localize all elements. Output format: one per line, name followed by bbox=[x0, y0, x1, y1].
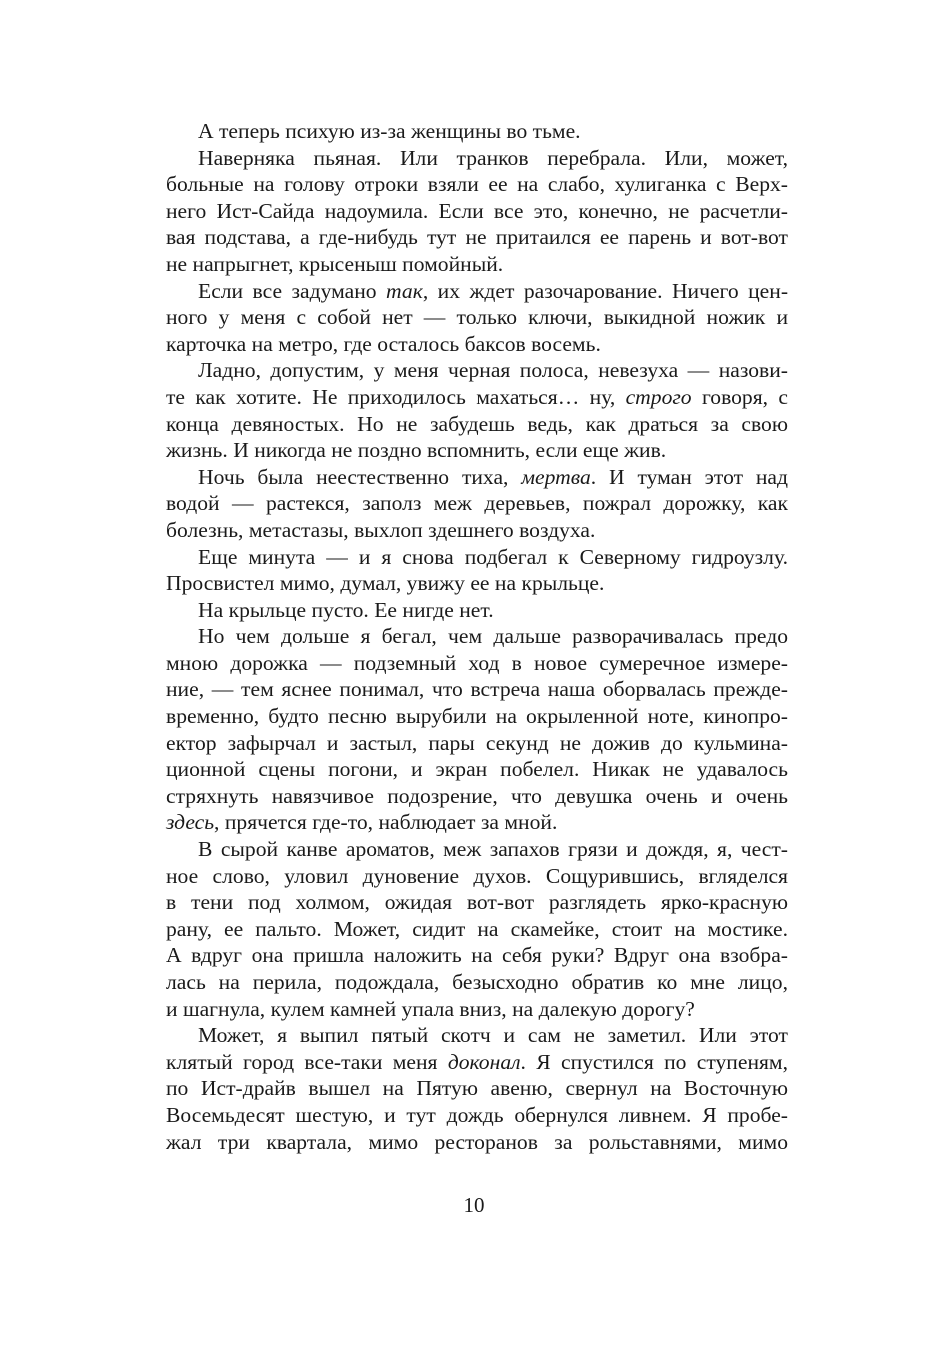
text-line bbox=[166, 145, 788, 172]
text-line bbox=[166, 278, 788, 305]
text-run: Если все задумано bbox=[198, 278, 387, 303]
text-run: Но чем дольше я бегал, чем дальше разворачивалась предо bbox=[198, 624, 788, 649]
text-line bbox=[166, 464, 788, 491]
text-line bbox=[166, 517, 788, 544]
text-run: ектор зафырчал и застыл, пары секунд не дожив до кульмина- bbox=[166, 730, 788, 755]
text-run: клятый город все-таки меня bbox=[166, 1049, 448, 1074]
paragraph bbox=[166, 1022, 788, 1155]
text-run: В сырой канве ароматов, меж запахов грязи и дождя, я, чест- bbox=[198, 837, 788, 862]
paragraph bbox=[166, 544, 788, 597]
text-run: лась на перила, подождала, безысходно обратив ко мне лицо, bbox=[166, 970, 788, 994]
text-line bbox=[166, 836, 788, 863]
text-run: ное слово, уловил дуновение духов. Сощурившись, вгляделся bbox=[166, 863, 788, 888]
text-run: временно, будто песню вырубили на окрыленной ноте, кинопро- bbox=[166, 704, 788, 729]
text-run: жизнь. И никогда не поздно вспомнить, если еще жив. bbox=[166, 438, 667, 463]
text-run: водой — растекся, заполз меж деревьев, пожрал дорожку, как bbox=[166, 491, 788, 516]
paragraph bbox=[166, 464, 788, 544]
paragraph bbox=[166, 836, 788, 1022]
text-line bbox=[166, 304, 788, 331]
paragraph bbox=[166, 623, 788, 836]
text-line bbox=[166, 118, 788, 145]
text-run: , их ждет разочарование. Ничего цен- bbox=[422, 278, 789, 303]
text-line bbox=[166, 756, 788, 783]
text-run: Наверняка пьяная. Или транков перебрала. Или, может, bbox=[198, 145, 788, 170]
text-run: те как хотите. Не приходилось махаться… ну, bbox=[166, 384, 626, 409]
text-line bbox=[166, 251, 788, 278]
paragraph bbox=[166, 357, 788, 463]
text-line bbox=[166, 490, 788, 517]
paragraph bbox=[166, 145, 788, 278]
text-run: ние, — тем яснее понимал, что встреча наша оборвалась прежде- bbox=[166, 677, 788, 702]
text-run: стряхнуть навязчивое подозрение, что девушка очень и очень bbox=[166, 783, 788, 808]
italic-text: строго bbox=[625, 384, 692, 409]
text-run: , прячется где-то, наблюдает за мной. bbox=[214, 810, 558, 835]
text-run: карточка на метро, где осталось баксов восемь. bbox=[166, 331, 601, 356]
text-line bbox=[166, 411, 788, 438]
text-run: Ладно, допустим, у меня черная полоса, невезуха — назови- bbox=[198, 358, 788, 383]
text-run: рану, ее пальто. Может, сидит на скамейке, стоит на мостике. bbox=[166, 916, 788, 941]
text-run: . Я спустился по ступеням, bbox=[520, 1049, 788, 1074]
text-line bbox=[166, 597, 788, 624]
text-run: . И туман этот над bbox=[590, 464, 788, 489]
text-line bbox=[166, 437, 788, 464]
text-line bbox=[166, 544, 788, 571]
text-line bbox=[166, 863, 788, 890]
text-run: Может, я выпил пятый скотч и сам не заметил. Или этот bbox=[198, 1023, 788, 1048]
text-run: А вдруг она пришла наложить на себя руки? Вдруг она взобра- bbox=[166, 943, 788, 968]
text-line bbox=[166, 331, 788, 358]
text-run: и шагнула, кулем камней упала вниз, на далекую дорогу? bbox=[166, 996, 695, 1021]
text-line bbox=[166, 171, 788, 198]
text-line bbox=[166, 676, 788, 703]
text-run: говоря, с bbox=[691, 384, 788, 409]
text-run: больные на голову отроки взяли ее на слабо, хулиганка с Верх- bbox=[166, 172, 788, 197]
text-line bbox=[166, 889, 788, 916]
text-run: в тени под холмом, ожидая вот-вот разглядеть ярко-красную bbox=[166, 890, 788, 915]
text-run: жал три квартала, мимо ресторанов за рольставнями, мимо bbox=[166, 1129, 788, 1154]
text-line bbox=[166, 1102, 788, 1129]
text-line bbox=[166, 1129, 788, 1156]
text-line bbox=[166, 1075, 788, 1102]
text-line bbox=[166, 969, 788, 996]
text-run: Ночь была неестественно тиха, bbox=[198, 464, 522, 489]
text-run: Восемьдесят шестую, и тут дождь обернулся ливнем. Я пробе- bbox=[166, 1102, 788, 1127]
text-run: вая подстава, а где-нибудь тут не притаился ее парень и вот-вот bbox=[166, 225, 788, 250]
body-text bbox=[166, 118, 788, 1155]
paragraph bbox=[166, 597, 788, 624]
text-line bbox=[166, 783, 788, 810]
paragraph bbox=[166, 118, 788, 145]
italic-text: доконал bbox=[447, 1049, 521, 1074]
text-run: ного у меня с собой нет — только ключи, выкидной ножик и bbox=[166, 305, 788, 330]
text-run: него Ист-Сайда надоумила. Если все это, конечно, не расчетли- bbox=[166, 198, 788, 223]
text-line bbox=[166, 224, 788, 251]
text-run: Еще минута — и я снова подбегал к Северному гидроузлу. bbox=[198, 544, 788, 569]
text-line bbox=[166, 916, 788, 943]
text-line bbox=[166, 1022, 788, 1049]
text-run: мною дорожка — подземный ход в новое сумеречное измере- bbox=[166, 650, 788, 675]
text-run: не напрыгнет, крысеныш помойный. bbox=[166, 251, 504, 276]
italic-text: мертва bbox=[521, 464, 591, 489]
text-run: ционной сцены погони, и экран побелел. Никак не удавалось bbox=[166, 757, 788, 782]
page-number: 10 bbox=[463, 1193, 485, 1217]
text-line bbox=[166, 570, 788, 597]
text-run: болезнь, метастазы, выхлоп здешнего воздуха. bbox=[166, 517, 596, 542]
text-line bbox=[166, 198, 788, 225]
text-line bbox=[166, 996, 788, 1023]
text-line bbox=[166, 650, 788, 677]
text-line bbox=[166, 357, 788, 384]
text-line bbox=[166, 703, 788, 730]
text-line bbox=[166, 730, 788, 757]
text-line bbox=[166, 942, 788, 969]
text-run: А теперь психую из-за женщины во тьме. bbox=[198, 119, 581, 143]
text-run: Просвистел мимо, думал, увижу ее на крыльце. bbox=[166, 571, 605, 596]
text-run: по Ист-драйв вышел на Пятую авеню, свернул на Восточную bbox=[166, 1076, 788, 1101]
text-line bbox=[166, 1049, 788, 1076]
italic-text: так bbox=[386, 278, 423, 303]
text-line bbox=[166, 623, 788, 650]
italic-text: здесь bbox=[166, 810, 215, 835]
paragraph bbox=[166, 278, 788, 358]
text-line bbox=[166, 809, 788, 836]
text-run: На крыльце пусто. Ее нигде нет. bbox=[198, 597, 494, 622]
text-line bbox=[166, 384, 788, 411]
text-run: конца девяностых. Но не забудешь ведь, как драться за свою bbox=[166, 411, 788, 436]
